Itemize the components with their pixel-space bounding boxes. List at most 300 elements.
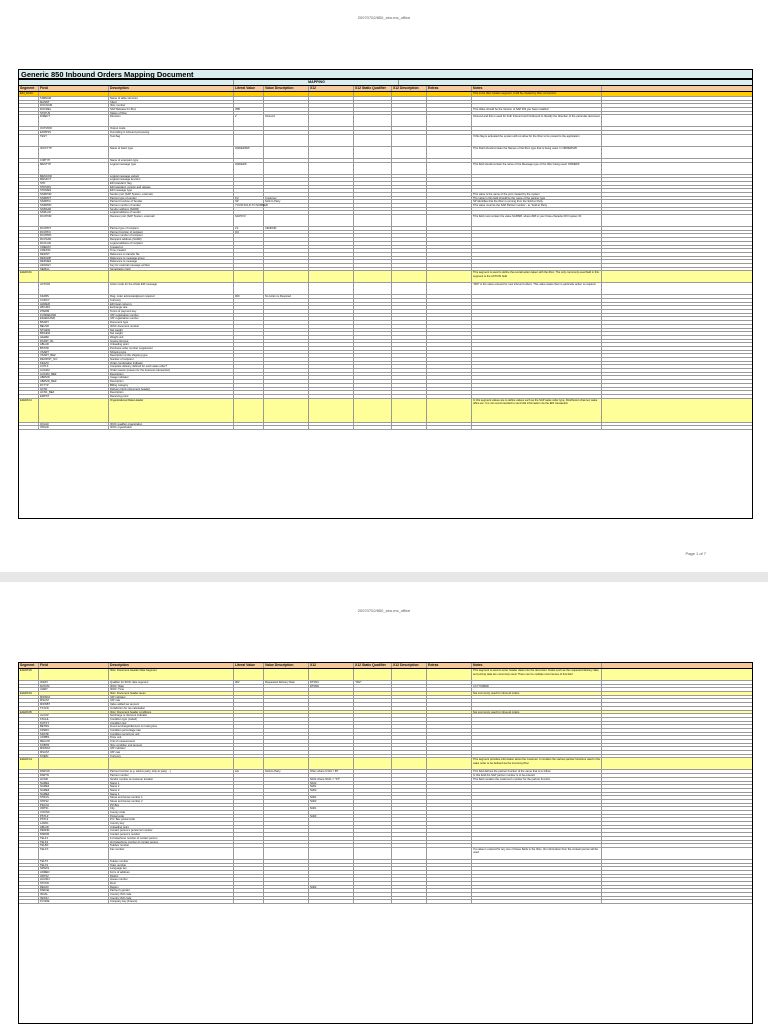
description-cell: IDOC qualifier organization xyxy=(109,423,234,426)
segment-cell xyxy=(19,807,39,810)
segment-cell xyxy=(19,380,39,383)
description-cell: Currency xyxy=(109,755,234,758)
segment-cell xyxy=(19,703,39,706)
value-description-cell xyxy=(264,238,309,241)
segment-cell xyxy=(19,714,39,717)
literal-value-cell xyxy=(234,426,264,429)
x12-cell xyxy=(309,841,354,844)
x12-qualifier-cell xyxy=(354,163,392,174)
x12-description-cell xyxy=(392,423,427,426)
segment-cell xyxy=(19,860,39,863)
extras-cell xyxy=(427,351,472,354)
x12-cell xyxy=(309,882,354,885)
column-header: Segment xyxy=(19,86,39,91)
segment-cell xyxy=(19,725,39,728)
field-cell: IDDAT xyxy=(39,681,109,684)
field-cell: RCVPFC xyxy=(39,231,109,234)
description-cell: Key for external message archive xyxy=(109,264,234,267)
description-cell: Complete delivery defined for each sales order? xyxy=(109,365,234,368)
extras-cell xyxy=(427,295,472,298)
value-description-cell xyxy=(264,299,309,302)
value-description-cell: Requested Delivery Date xyxy=(264,681,309,684)
extras-cell xyxy=(427,692,472,695)
x12-qualifier-cell xyxy=(354,837,392,840)
literal-value-cell xyxy=(234,800,264,803)
literal-value-cell xyxy=(234,127,264,130)
literal-value-cell xyxy=(234,718,264,721)
notes-cell xyxy=(472,785,602,788)
column-header: Literal Value xyxy=(234,86,264,91)
extras-cell xyxy=(427,782,472,785)
x12-qualifier-cell xyxy=(354,135,392,146)
literal-value-cell xyxy=(234,104,264,107)
description-cell: Invoice list type xyxy=(109,340,234,343)
notes-cell xyxy=(472,681,602,684)
field-cell: BELNR xyxy=(39,325,109,328)
x12-description-cell xyxy=(392,841,427,844)
field-cell: MWSKZ xyxy=(39,696,109,699)
value-description-cell xyxy=(264,159,309,162)
value-description-cell xyxy=(264,778,309,781)
notes-cell: This field contains the customer's number for the partner function xyxy=(472,778,602,781)
segment-cell xyxy=(19,193,39,196)
x12-qualifier-cell xyxy=(354,268,392,271)
x12-cell: N301 xyxy=(309,796,354,799)
x12-qualifier-cell xyxy=(354,900,392,903)
column-header: Extras xyxy=(427,663,472,668)
field-cell: MEAUN xyxy=(39,740,109,743)
field-cell: ORT01 xyxy=(39,807,109,810)
x12-cell xyxy=(309,246,354,249)
field-cell: NTGEW xyxy=(39,329,109,332)
x12-description-cell xyxy=(392,837,427,840)
x12-description-cell xyxy=(392,238,427,241)
segment-cell xyxy=(19,793,39,796)
literal-value-cell: 000 xyxy=(234,295,264,298)
extras-cell xyxy=(427,303,472,306)
x12-cell xyxy=(309,804,354,807)
extras-cell xyxy=(427,826,472,829)
segment-cell xyxy=(19,358,39,361)
x12-cell xyxy=(309,257,354,260)
description-cell: Postal code xyxy=(109,815,234,818)
x12-cell xyxy=(309,127,354,130)
field-cell: KSCHL xyxy=(39,718,109,721)
x12-cell xyxy=(309,336,354,339)
field-cell: TEST xyxy=(39,135,109,146)
x12-qualifier-cell xyxy=(354,703,392,706)
x12-description-cell xyxy=(392,864,427,867)
field-cell xyxy=(39,711,109,714)
segment-cell xyxy=(19,321,39,324)
notes-cell xyxy=(472,860,602,863)
x12-qualifier-cell xyxy=(354,178,392,181)
segment-cell xyxy=(19,234,39,237)
value-description-cell xyxy=(264,871,309,874)
description-cell: Usage indicator xyxy=(109,376,234,379)
field-cell: CURCY xyxy=(39,299,109,302)
x12-description-cell xyxy=(392,115,427,126)
description-cell: SAP Release for IDoc xyxy=(109,108,234,111)
literal-value-cell xyxy=(234,365,264,368)
segment-cell xyxy=(19,147,39,158)
notes-cell xyxy=(472,384,602,387)
extras-cell xyxy=(427,215,472,226)
x12-cell xyxy=(309,178,354,181)
extras-cell xyxy=(427,193,472,196)
x12-qualifier-cell xyxy=(354,399,392,422)
extras-cell xyxy=(427,373,472,376)
value-description-cell xyxy=(264,800,309,803)
x12-cell xyxy=(309,97,354,100)
x12-description-cell xyxy=(392,785,427,788)
description-cell: VAT indicator xyxy=(109,747,234,750)
value-description-cell xyxy=(264,314,309,317)
description-cell: Partner Function of Sender xyxy=(109,200,234,203)
x12-qualifier-cell xyxy=(354,867,392,870)
extras-cell xyxy=(427,889,472,892)
segment-cell xyxy=(19,699,39,702)
literal-value-cell xyxy=(234,897,264,900)
extras-cell xyxy=(427,714,472,717)
column-header: Segment xyxy=(19,663,39,668)
description-cell: Condition text xyxy=(109,722,234,725)
extras-cell xyxy=(427,115,472,126)
value-description-cell xyxy=(264,101,309,104)
table-row xyxy=(19,135,752,147)
x12-description-cell xyxy=(392,711,427,714)
literal-value-cell xyxy=(234,875,264,878)
field-cell: TELX1 xyxy=(39,864,109,867)
x12-qualifier-cell xyxy=(354,871,392,874)
x12-qualifier-cell xyxy=(354,714,392,717)
column-header: X12 Static Qualifier xyxy=(354,663,392,668)
x12-qualifier-cell xyxy=(354,343,392,346)
value-description-cell xyxy=(264,264,309,267)
x12-description-cell xyxy=(392,92,427,96)
description-cell: Shipping type xyxy=(109,351,234,354)
extras-cell xyxy=(427,833,472,836)
extras-cell xyxy=(427,253,472,256)
document-title: Generic 850 Inbound Orders Mapping Document xyxy=(18,69,753,79)
field-cell: BSART xyxy=(39,321,109,324)
literal-value-cell xyxy=(234,391,264,394)
segment-cell xyxy=(19,268,39,271)
column-header: Description xyxy=(109,663,234,668)
x12-cell xyxy=(309,844,354,847)
x12-cell xyxy=(309,310,354,313)
value-description-cell xyxy=(264,826,309,829)
field-cell: BSTZD xyxy=(39,347,109,350)
extras-cell xyxy=(427,314,472,317)
extras-cell xyxy=(427,388,472,391)
description-cell: Condition type (coded) xyxy=(109,718,234,721)
x12-qualifier-cell xyxy=(354,811,392,814)
extras-cell xyxy=(427,317,472,320)
x12-cell xyxy=(309,733,354,736)
value-description-cell xyxy=(264,257,309,260)
value-description-cell xyxy=(264,104,309,107)
x12-description-cell xyxy=(392,811,427,814)
x12-description-cell xyxy=(392,707,427,710)
field-cell: STD xyxy=(39,182,109,185)
x12-qualifier-cell xyxy=(354,325,392,328)
literal-value-cell xyxy=(234,388,264,391)
description-cell: Value added tax amount xyxy=(109,703,234,706)
page-header-text: 20070702/850_sbo.ms_office xyxy=(357,15,411,20)
x12-qualifier-cell xyxy=(354,822,392,825)
table-row xyxy=(19,426,752,430)
notes-cell xyxy=(472,688,602,691)
description-cell: Name 4 xyxy=(109,793,234,796)
field-cell: TXJCD xyxy=(39,707,109,710)
x12-cell xyxy=(309,829,354,832)
value-description-cell xyxy=(264,215,309,226)
value-description-cell xyxy=(264,755,309,758)
literal-value-cell xyxy=(234,321,264,324)
notes-cell xyxy=(472,725,602,728)
description-cell: Purchase order number supplement xyxy=(109,347,234,350)
notes-cell xyxy=(472,365,602,368)
segment-cell xyxy=(19,115,39,126)
x12-description-cell xyxy=(392,178,427,181)
x12-cell xyxy=(309,131,354,134)
x12-qualifier-cell xyxy=(354,669,392,680)
literal-value-cell xyxy=(234,751,264,754)
value-description-cell xyxy=(264,774,309,777)
literal-value-cell xyxy=(234,189,264,192)
x12-description-cell xyxy=(392,844,427,847)
x12-qualifier-cell xyxy=(354,860,392,863)
field-cell: PARGE xyxy=(39,889,109,892)
segment-cell xyxy=(19,785,39,788)
x12-cell: N202 xyxy=(309,789,354,792)
document-page-2 xyxy=(0,582,768,1024)
value-description-cell xyxy=(264,707,309,710)
notes-cell xyxy=(472,369,602,372)
extras-cell xyxy=(427,131,472,134)
x12-cell xyxy=(309,426,354,429)
literal-value-cell xyxy=(234,878,264,881)
x12-description-cell xyxy=(392,260,427,263)
x12-qualifier-cell xyxy=(354,782,392,785)
x12-cell xyxy=(309,227,354,230)
x12-cell xyxy=(309,897,354,900)
literal-value-cell: KU xyxy=(234,197,264,200)
notes-cell xyxy=(472,303,602,306)
segment-cell xyxy=(19,317,39,320)
segment-cell xyxy=(19,740,39,743)
field-cell: IDOCTYP xyxy=(39,147,109,158)
x12-description-cell xyxy=(392,871,427,874)
x12-qualifier-cell xyxy=(354,147,392,158)
mapping-table-page-1 xyxy=(18,79,753,519)
literal-value-cell xyxy=(234,395,264,398)
notes-cell xyxy=(472,104,602,107)
segment-cell xyxy=(19,336,39,339)
notes-cell xyxy=(472,336,602,339)
segment-cell xyxy=(19,681,39,684)
segment-cell: EDI_DC40 xyxy=(19,92,39,96)
field-cell xyxy=(39,692,109,695)
literal-value-cell xyxy=(234,325,264,328)
literal-value-cell xyxy=(234,818,264,821)
value-description-cell xyxy=(264,193,309,196)
x12-cell xyxy=(309,699,354,702)
x12-qualifier-cell xyxy=(354,380,392,383)
value-description-cell xyxy=(264,423,309,426)
value-description-cell xyxy=(264,864,309,867)
extras-cell xyxy=(427,703,472,706)
notes-cell: This is the IDoc header segment. It will be created by IDoc conversion xyxy=(472,92,602,96)
description-cell: Receiving point xyxy=(109,395,234,398)
extras-cell xyxy=(427,893,472,896)
extras-cell xyxy=(427,778,472,781)
field-cell: MESTYP xyxy=(39,163,109,174)
value-description-cell xyxy=(264,696,309,699)
segment-cell xyxy=(19,696,39,699)
field-cell: KZABS xyxy=(39,295,109,298)
x12-cell xyxy=(309,867,354,870)
segment-cell xyxy=(19,208,39,211)
notes-cell xyxy=(472,818,602,821)
x12-cell xyxy=(309,314,354,317)
field-cell: LIFNR xyxy=(39,778,109,781)
x12-cell xyxy=(309,711,354,714)
value-description-cell xyxy=(264,231,309,234)
extras-cell xyxy=(427,231,472,234)
x12-description-cell xyxy=(392,744,427,747)
x12-qualifier-cell xyxy=(354,340,392,343)
value-description-cell xyxy=(264,793,309,796)
x12-cell xyxy=(309,271,354,282)
x12-cell xyxy=(309,395,354,398)
extras-cell xyxy=(427,358,472,361)
x12-description-cell xyxy=(392,733,427,736)
x12-cell xyxy=(309,112,354,115)
field-cell: UZEIT xyxy=(39,688,109,691)
description-cell: VAT registration number xyxy=(109,317,234,320)
value-description-cell xyxy=(264,804,309,807)
segment-cell xyxy=(19,325,39,328)
extras-cell xyxy=(427,789,472,792)
value-description-cell xyxy=(264,889,309,892)
description-cell: Street and house number 2 xyxy=(109,800,234,803)
extras-cell xyxy=(427,395,472,398)
value-description-cell xyxy=(264,384,309,387)
description-cell: Flag: order acknowledgment required xyxy=(109,295,234,298)
field-cell: SNDPFC xyxy=(39,200,109,203)
segment-cell xyxy=(19,395,39,398)
segment-cell xyxy=(19,299,39,302)
segment-cell xyxy=(19,257,39,260)
x12-description-cell xyxy=(392,747,427,750)
x12-cell xyxy=(309,718,354,721)
x12-description-cell xyxy=(392,215,427,226)
field-cell: HAUSN xyxy=(39,878,109,881)
literal-value-cell xyxy=(234,351,264,354)
literal-value-cell xyxy=(234,347,264,350)
notes-cell xyxy=(472,343,602,346)
literal-value-cell xyxy=(234,692,264,695)
literal-value-cell: ORDERS05 xyxy=(234,147,264,158)
segment-row xyxy=(19,399,752,423)
field-cell: KPERC xyxy=(39,729,109,732)
extras-cell xyxy=(427,669,472,680)
segment-cell xyxy=(19,373,39,376)
x12-description-cell xyxy=(392,271,427,282)
x12-cell xyxy=(309,104,354,107)
description-cell: Created on xyxy=(109,246,234,249)
segment-cell xyxy=(19,135,39,146)
extras-cell xyxy=(427,310,472,313)
mapping-table-page-2 xyxy=(18,662,753,1024)
x12-description-cell xyxy=(392,131,427,134)
notes-cell xyxy=(472,841,602,844)
extras-cell xyxy=(427,867,472,870)
notes-cell xyxy=(472,242,602,245)
literal-value-cell xyxy=(234,373,264,376)
extras-cell xyxy=(427,271,472,282)
field-cell: FKTYP xyxy=(39,384,109,387)
segment-cell xyxy=(19,131,39,134)
field-cell: DOCNUM xyxy=(39,104,109,107)
description-cell: Recipient address (SADR) xyxy=(109,238,234,241)
x12-cell xyxy=(309,249,354,252)
extras-cell xyxy=(427,329,472,332)
description-cell: Description xyxy=(109,380,234,383)
x12-cell xyxy=(309,758,354,769)
field-cell: ANRED xyxy=(39,871,109,874)
value-description-cell xyxy=(264,875,309,878)
description-cell: Delivery block (document header) xyxy=(109,388,234,391)
extras-cell xyxy=(427,197,472,200)
literal-value-cell xyxy=(234,135,264,146)
x12-cell xyxy=(309,380,354,383)
x12-cell xyxy=(309,135,354,146)
notes-cell: This Field should contain the Names of the IDoc type that is being used. In ORDERS05 xyxy=(472,147,602,158)
x12-description-cell xyxy=(392,699,427,702)
field-cell: SNDPRT xyxy=(39,197,109,200)
x12-qualifier-cell xyxy=(354,211,392,214)
extras-cell xyxy=(427,362,472,365)
value-description-cell xyxy=(264,900,309,903)
field-cell: UPRBS xyxy=(39,736,109,739)
extras-cell xyxy=(427,733,472,736)
x12-cell xyxy=(309,295,354,298)
literal-value-cell xyxy=(234,685,264,688)
x12-cell xyxy=(309,878,354,881)
segment-cell xyxy=(19,227,39,230)
x12-description-cell xyxy=(392,306,427,309)
x12-description-cell xyxy=(392,860,427,863)
description-cell: Sender address (SADR) xyxy=(109,208,234,211)
literal-value-cell xyxy=(234,837,264,840)
segment-cell xyxy=(19,426,39,429)
x12-cell xyxy=(309,197,354,200)
x12-description-cell xyxy=(392,800,427,803)
x12-cell xyxy=(309,736,354,739)
segment-cell xyxy=(19,688,39,691)
x12-description-cell xyxy=(392,380,427,383)
notes-cell xyxy=(472,426,602,429)
segment-cell xyxy=(19,253,39,256)
field-cell: PERNR xyxy=(39,829,109,832)
x12-cell xyxy=(309,208,354,211)
x12-qualifier-cell xyxy=(354,800,392,803)
extras-cell xyxy=(427,163,472,174)
x12-description-cell xyxy=(392,829,427,832)
